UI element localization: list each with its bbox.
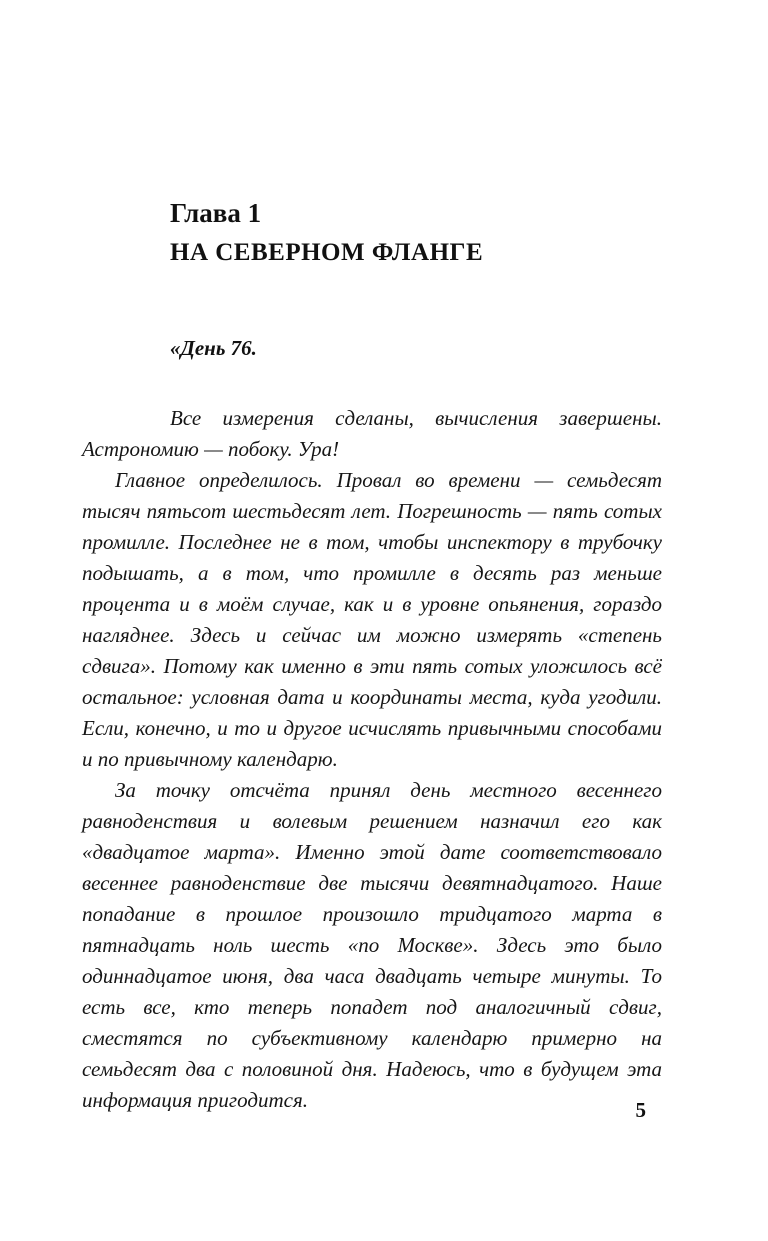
paragraph: За точку отсчёта принял день местного весеннего равноденствия и волевым решением назначил его как «двадцатое марта». Именно этой дате соответствовало весеннее равноденствие две тысячи девятнадцатого. Наше попадание в прошлое произошло тридцатого марта в пятнадцать ноль шесть «по Москве». Здесь это было одиннадцатое июня, два часа двадцать четыре минуты. То есть все, кто теперь попадет под аналогичный сдвиг, сместятся по субъективному календарю примерно на семьдесят два с половиной дня. Надеюсь, что в будущем эта информация пригодится. bbox=[82, 777, 662, 1112]
page-number: 5 bbox=[635, 1098, 646, 1122]
chapter-label: Глава 1 bbox=[170, 198, 262, 228]
text-block bbox=[82, 196, 662, 1116]
chapter-heading bbox=[170, 196, 662, 270]
body-text bbox=[82, 403, 662, 1116]
chapter-title: НА СЕВЕРНОМ ФЛАНГЕ bbox=[170, 239, 484, 267]
diary-entry-heading: «День 76. bbox=[170, 335, 257, 360]
paragraph: Все измерения сделаны, вычисления завершены. Астрономию — побоку. Ура! bbox=[82, 405, 662, 461]
paragraph: Главное определилось. Провал во времени — семьдесят тысяч пятьсот шестьдесят лет. Погрешность — пять сотых промилле. Последнее не в том, чтобы инспектору в трубочку подышать, а в том, что промилле в десять раз меньше процента и в моём случае, как и в уровне опьянения, гораздо нагляднее. Здесь и сейчас им можно измерять «степень сдвига». Потому как именно в эти пять сотых уложилось всё остальное: условная дата и координаты места, куда угодили. Если, конечно, и то и другое исчислять привычными способами и по привычному календарю. bbox=[82, 467, 662, 771]
